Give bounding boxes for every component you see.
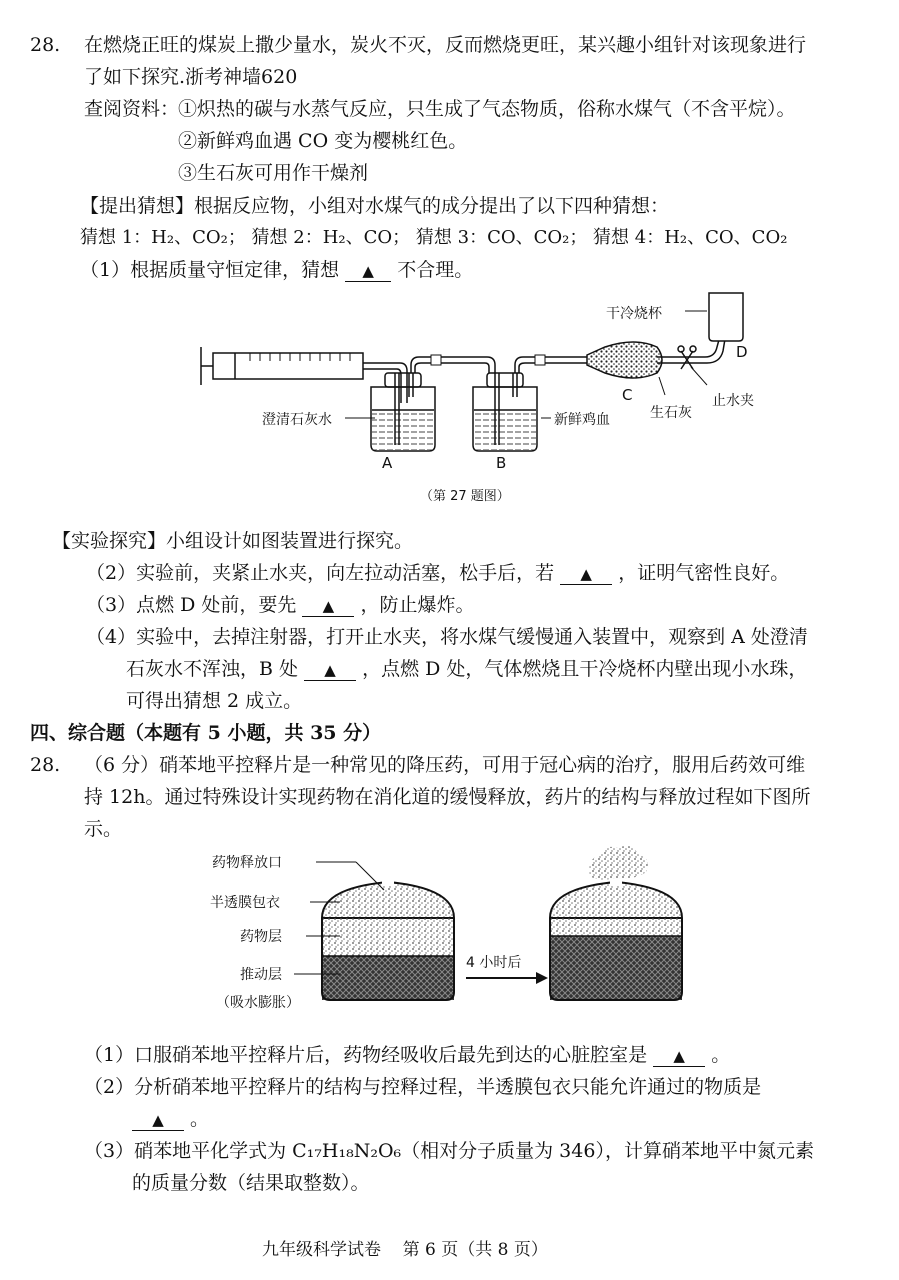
q28b-stem-line3: 示。 [84,818,123,840]
q28b-sub3-line1: （3）硝苯地平化学式为 C₁₇H₁₈N₂O₆（相对分子质量为 346），计算硝苯地平中氮元素 [84,1140,814,1162]
label-d: D [736,343,748,361]
label-drug-layer: 药物层 [240,929,282,945]
syringe [201,347,375,385]
q28a-stem-line2: 了如下探究.浙考神墙620 [84,66,298,88]
label-c: C [622,386,633,404]
bottle-b [473,373,537,451]
q28a-sub1 [80,257,473,283]
bottle-a [371,373,435,451]
q28b-sub2-text-b: 。 [190,1108,210,1130]
answer-blank: ▲ [302,596,354,617]
q28a-sub4-line2 [126,656,807,682]
q28b-sub2-line2 [132,1106,209,1132]
q28a-sub4-text-b: ，点燃 D 处，气体燃烧且干冷烧杯内壁出现小水珠， [362,658,808,680]
q28b-sub1-text-b: 。 [711,1044,731,1066]
q28b-number: 28. [30,754,61,776]
label-four-hours: 4 小时后 [466,955,522,971]
info-item-2: ②新鲜鸡血遇 CO 变为樱桃红色。 [178,130,468,152]
hypothesis-intro: 【提出猜想】根据反应物，小组对水煤气的成分提出了以下四种猜想： [80,195,670,217]
label-a: A [382,454,393,472]
q28a-number: 28. [30,34,61,56]
q28a-sub4-line1: （4）实验中，去掉注射器，打开止水夹，将水煤气缓慢通入装置中，观察到 A 处澄清 [86,626,808,648]
q28b-sub1 [84,1042,730,1068]
tablet-before [322,878,454,1000]
arrow-right-icon [466,972,548,984]
q28a-sub2-text-b: ，证明气密性良好。 [618,562,790,584]
label-chicken-blood: 新鲜鸡血 [554,412,610,428]
info-item-3: ③生石灰可用作干燥剂 [178,162,369,184]
q28a-sub3 [86,592,475,618]
page-footer: 九年级科学试卷 第 6 页（共 8 页） [262,1240,548,1260]
label-water-clamp: 止水夹 [712,393,754,409]
q28a-sub3-text-a: （3）点燃 D 处前，要先 [86,594,297,616]
q28b-sub2-line1: （2）分析硝苯地平控释片的结构与控释过程，半透膜包衣只能允许通过的物质是 [84,1076,762,1098]
answer-blank: ▲ [132,1110,184,1131]
q28a-sub2-text-a: （2）实验前，夹紧止水夹，向左拉动活塞，松手后，若 [86,562,555,584]
drying-tube-c [587,342,675,378]
experiment-intro: 【实验探究】小组设计如图装置进行探究。 [52,530,414,552]
figure1-caption: （第 27 题图） [420,489,510,504]
label-dry-beaker: 干冷烧杯 [606,306,662,322]
q28a-sub4-text-a: 石灰水不浑浊，B 处 [126,658,299,680]
answer-blank: ▲ [304,660,356,681]
q28a-sub4-line3: 可得出猜想 2 成立。 [126,690,303,712]
answer-blank: ▲ [560,564,612,585]
answer-blank: ▲ [345,261,391,282]
q28b-stem-line1: （6 分）硝苯地平控释片是一种常见的降压药，可用于冠心病的治疗，服用后药效可维 [84,754,806,776]
label-b: B [496,454,507,472]
label-swelling: （吸水膨胀） [216,995,300,1011]
q28a-stem-line1: 在燃烧正旺的煤炭上撒少量水，炭火不灭，反而燃烧更旺，某兴趣小组针对该现象进行 [84,34,807,56]
label-membrane: 半透膜包衣 [210,895,280,911]
hypotheses: 猜想 1：H₂、CO₂； 猜想 2：H₂、CO； 猜想 3：CO、CO₂； 猜想 4：H₂、CO、CO₂ [80,227,788,248]
tablet-after [550,846,682,1000]
q28a-sub1-text-b: 不合理。 [397,259,474,281]
section-heading: 四、综合题（本题有 5 小题，共 35 分） [30,722,382,744]
apparatus-figure [195,285,765,470]
beaker [709,293,743,341]
q28a-sub3-text-b: ，防止爆炸。 [360,594,475,616]
q28b-sub1-text-a: （1）口服硝苯地平控释片后，药物经吸收后最先到达的心脏腔室是 [84,1044,648,1066]
answer-blank: ▲ [653,1046,705,1067]
q28a-sub1-text-a: （1）根据质量守恒定律，猜想 [80,259,340,281]
q28a-sub2 [86,560,789,586]
label-release-outlet: 药物释放口 [212,855,282,871]
q28b-sub3-line2: 的质量分数（结果取整数）。 [132,1172,370,1194]
info-label: 查阅资料： [84,98,180,120]
label-push-layer: 推动层 [240,967,282,983]
label-limewater: 澄清石灰水 [262,412,332,428]
info-item-1: ①炽热的碳与水蒸气反应，只生成了气态物质，俗称水煤气（不含平烷）。 [178,98,796,120]
label-quicklime: 生石灰 [650,405,692,421]
q28b-stem-line2: 持 12h。通过特殊设计实现药物在消化道的缓慢释放，药片的结构与释放过程如下图所 [84,786,811,808]
